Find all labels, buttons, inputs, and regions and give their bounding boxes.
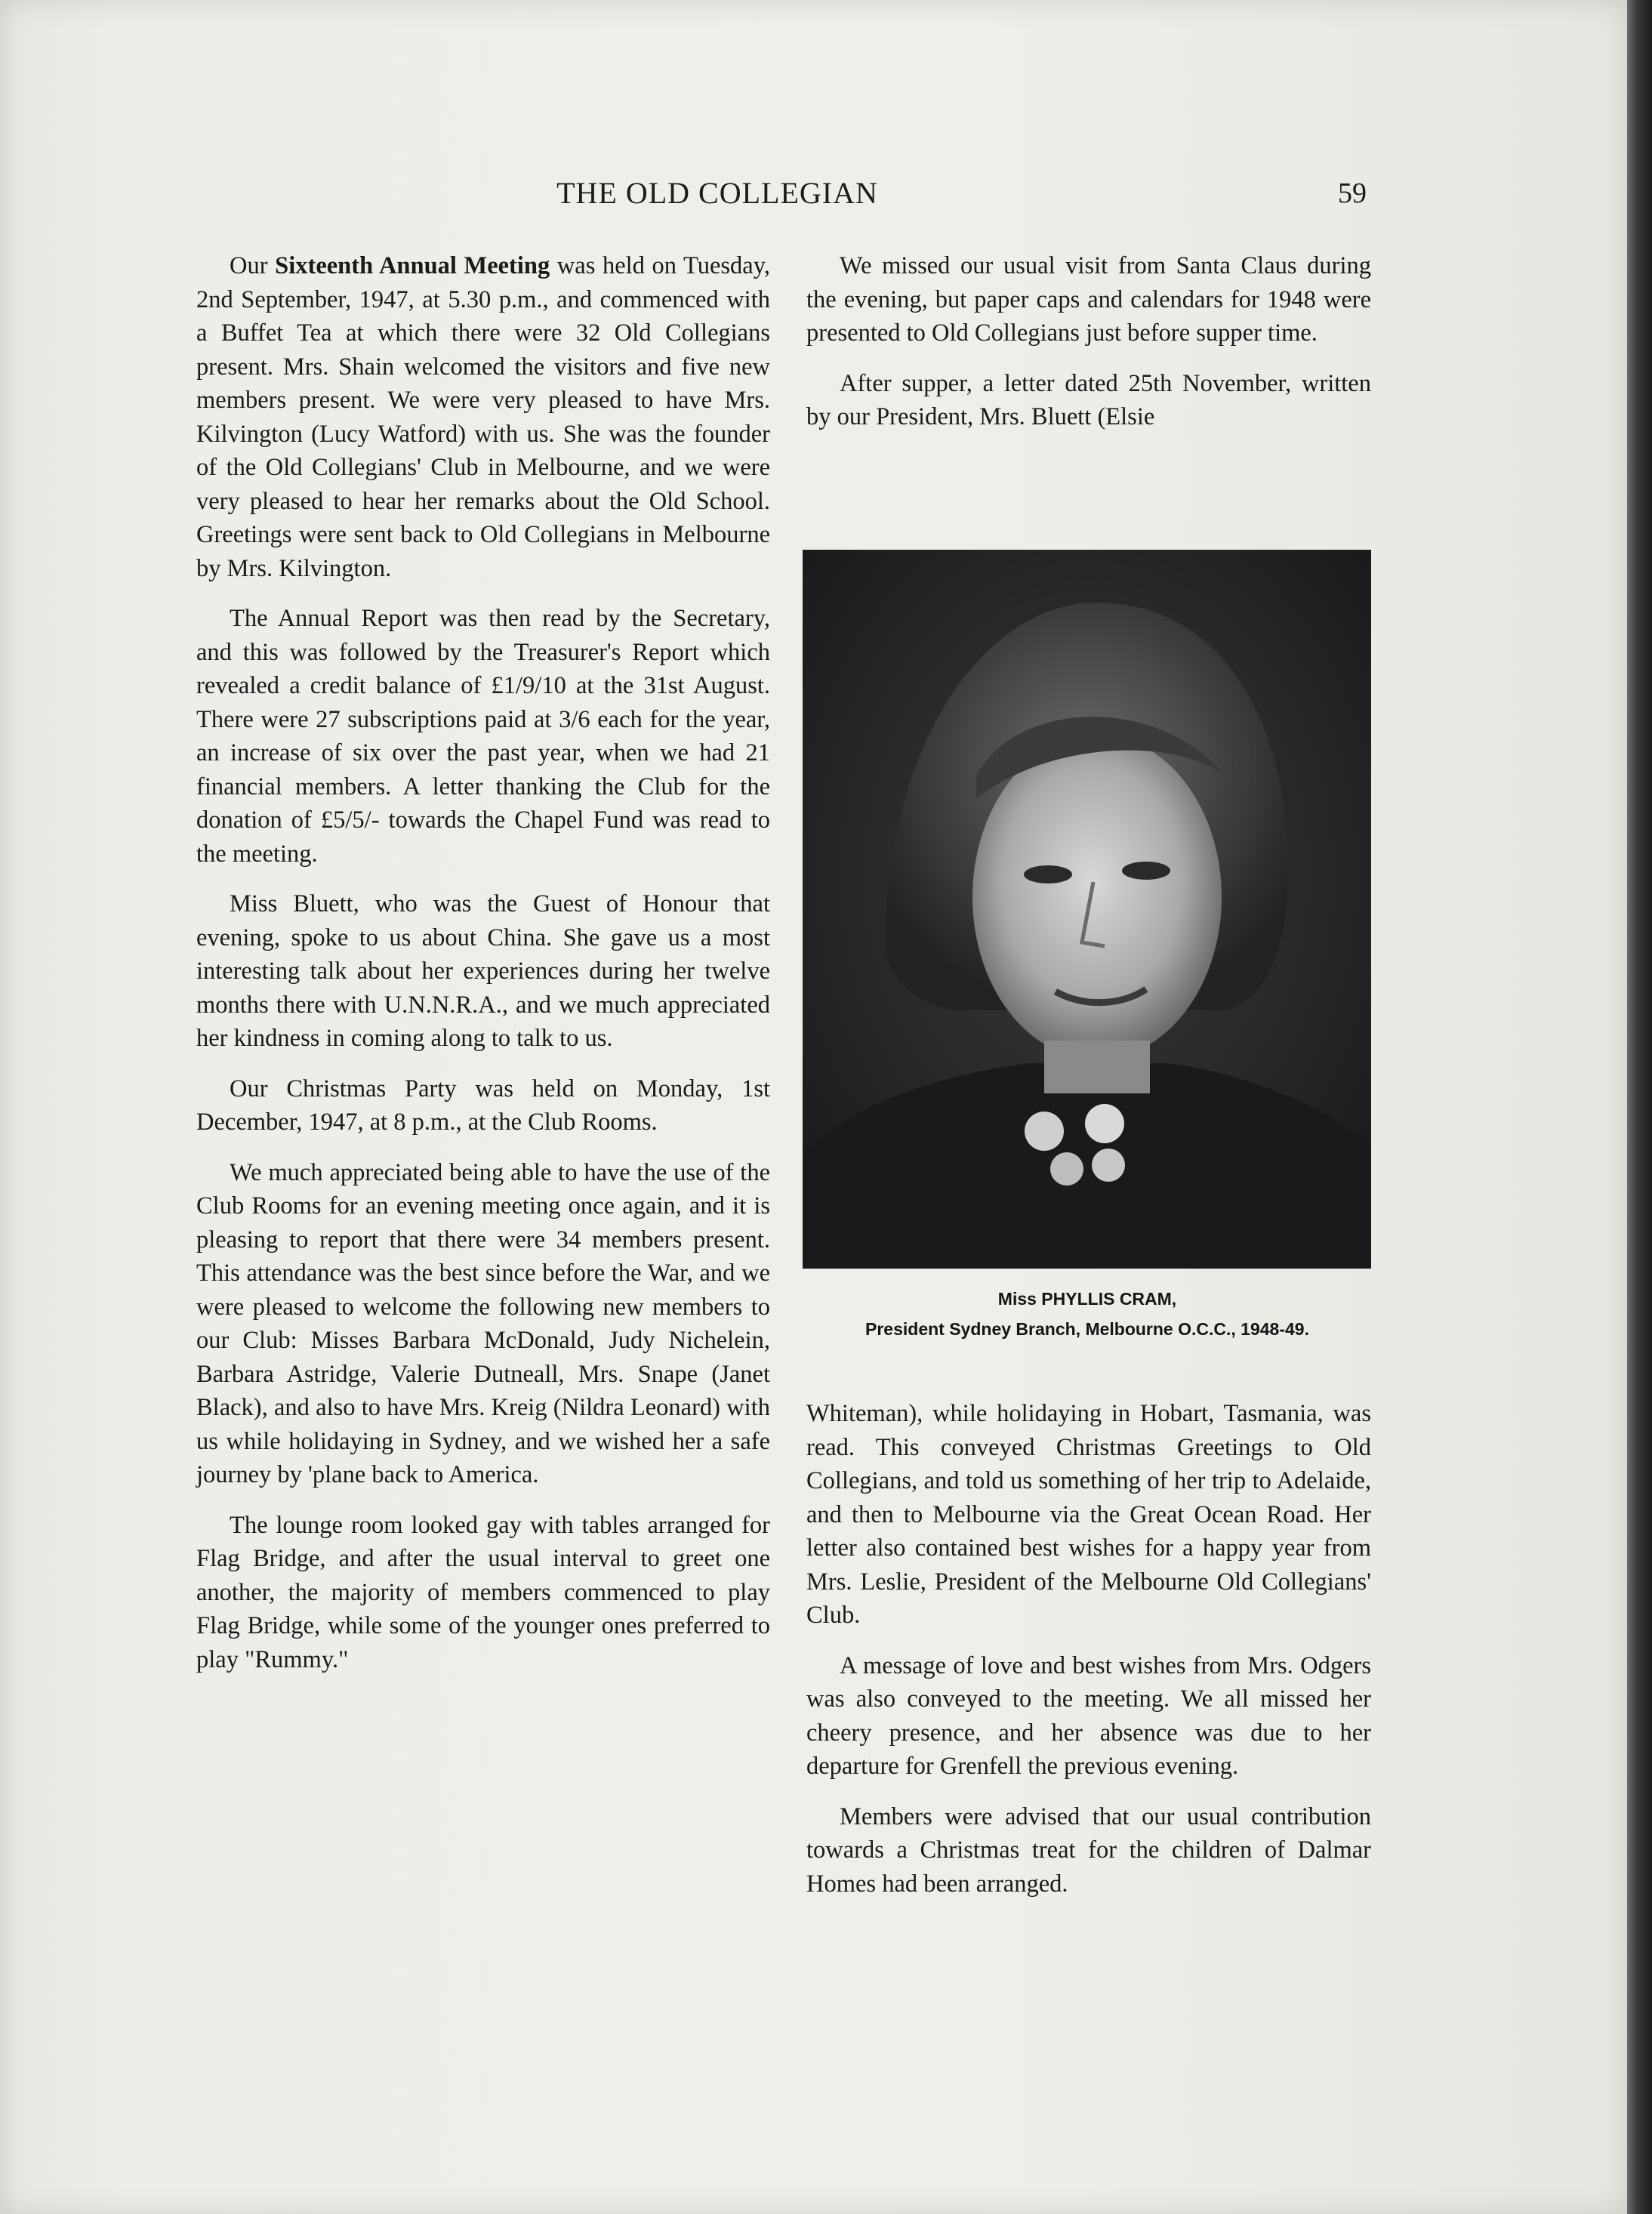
photo-caption <box>785 1284 1389 1344</box>
paragraph-guest-of-honour: Miss Bluett, who was the Guest of Honour that evening, spoke to us about China. She gave us a most interesting talk about her experiences during her twelve months there with U.N.N.R.A., and we much appreciated her kindness in coming along to talk to us. <box>196 890 770 1052</box>
paragraph-santa-claus: We missed our usual visit from Santa Claus during the evening, but paper caps and calendars for 1948 were presented to Old Collegians just before supper time. <box>806 252 1371 347</box>
paragraph-letter-start: After supper, a letter dated 25th November, written by our President, Mrs. Bluett (Elsie <box>806 369 1371 430</box>
paragraph-text: was held on Tuesday, 2nd September, 1947, at 5.30 p.m., and commenced with a Buffet Tea at which there were 32 Old Collegians present. Mrs. Shain welcomed the visitors and five new members present. We were very pleased to have Mrs. Kilvington (Lucy Watford) with us. She was the founder of the Old Collegians' Club in Melbourne, and we were very pleased to hear her remarks about the Old School. Greetings were sent back to Old Collegians in Melbourne by Mrs. Kilvington. <box>196 252 770 582</box>
paragraph-letter-continued: Whiteman), while holidaying in Hobart, Tasmania, was read. This conveyed Christmas Greetings to Old Collegians, and told us something of her trip to Adelaide, and then to Melbourne via the Great Ocean Road. Her letter also contained best wishes for a happy year from Mrs. Leslie, President of the Melbourne Old Collegians' Club. <box>806 1400 1371 1629</box>
paragraph-annual-report: The Annual Report was then read by the Secretary, and this was followed by the Treasurer's Report which revealed a credit balance of £1/9/10 at the 31st August. There were 27 subscriptions paid at 3/6 each for the year, an increase of six over the past year, when we had 21 financial members. A letter thanking the Club for the donation of £5/5/- towards the Chapel Fund was read to the meeting. <box>196 605 770 868</box>
paragraph-mrs-odgers: A message of love and best wishes from Mrs. Odgers was also conveyed to the meeting. We all missed her cheery presence, and her absence was due to her departure for Grenfell the previous evening. <box>806 1651 1371 1780</box>
annual-meeting-heading: Sixteenth Annual Meeting <box>275 252 550 279</box>
page-edge <box>1627 0 1652 2214</box>
right-column-bottom <box>806 1397 1371 1917</box>
caption-name: Miss PHYLLIS CRAM, <box>997 1289 1177 1309</box>
paragraph-text: Our <box>230 252 276 279</box>
portrait-image <box>803 550 1371 1269</box>
paragraph-lounge-room: The lounge room looked gay with tables arranged for Flag Bridge, and after the usual interval to greet one another, the majority of members commenced to play Flag Bridge, while some of the younger ones preferred to play "Rummy." <box>196 1511 770 1673</box>
right-column-top <box>806 249 1371 451</box>
paragraph-dalmar-homes: Members were advised that our usual contribution towards a Christmas treat for the children of Dalmar Homes had been arranged. <box>806 1802 1371 1898</box>
portrait-photo <box>803 550 1371 1269</box>
page-number: 59 <box>1338 177 1367 209</box>
paragraph-annual-meeting <box>196 249 770 585</box>
running-header-title: THE OLD COLLEGIAN <box>556 176 878 210</box>
paragraph-christmas-party: Our Christmas Party was held on Monday, 1st December, 1947, at 8 p.m., at the Club Rooms. <box>196 1075 770 1136</box>
paragraph-club-rooms: We much appreciated being able to have the use of the Club Rooms for an evening meeting once again, and it is pleasing to report that there were 34 members present. This attendance was the best since before the War, and we were pleased to welcome the following new members to our Club: Misses Barbara McDonald, Judy Nichelein, Barbara Astridge, Valerie Dutneall, Mrs. Snape (Janet Black), and also to have Mrs. Kreig (Nildra Leonard) with us while holidaying in Sydney, and we wished her a safe journey by 'plane back to America. <box>196 1158 770 1488</box>
left-column <box>196 249 770 1693</box>
caption-title: President Sydney Branch, Melbourne O.C.C., 1948-49. <box>865 1319 1309 1339</box>
